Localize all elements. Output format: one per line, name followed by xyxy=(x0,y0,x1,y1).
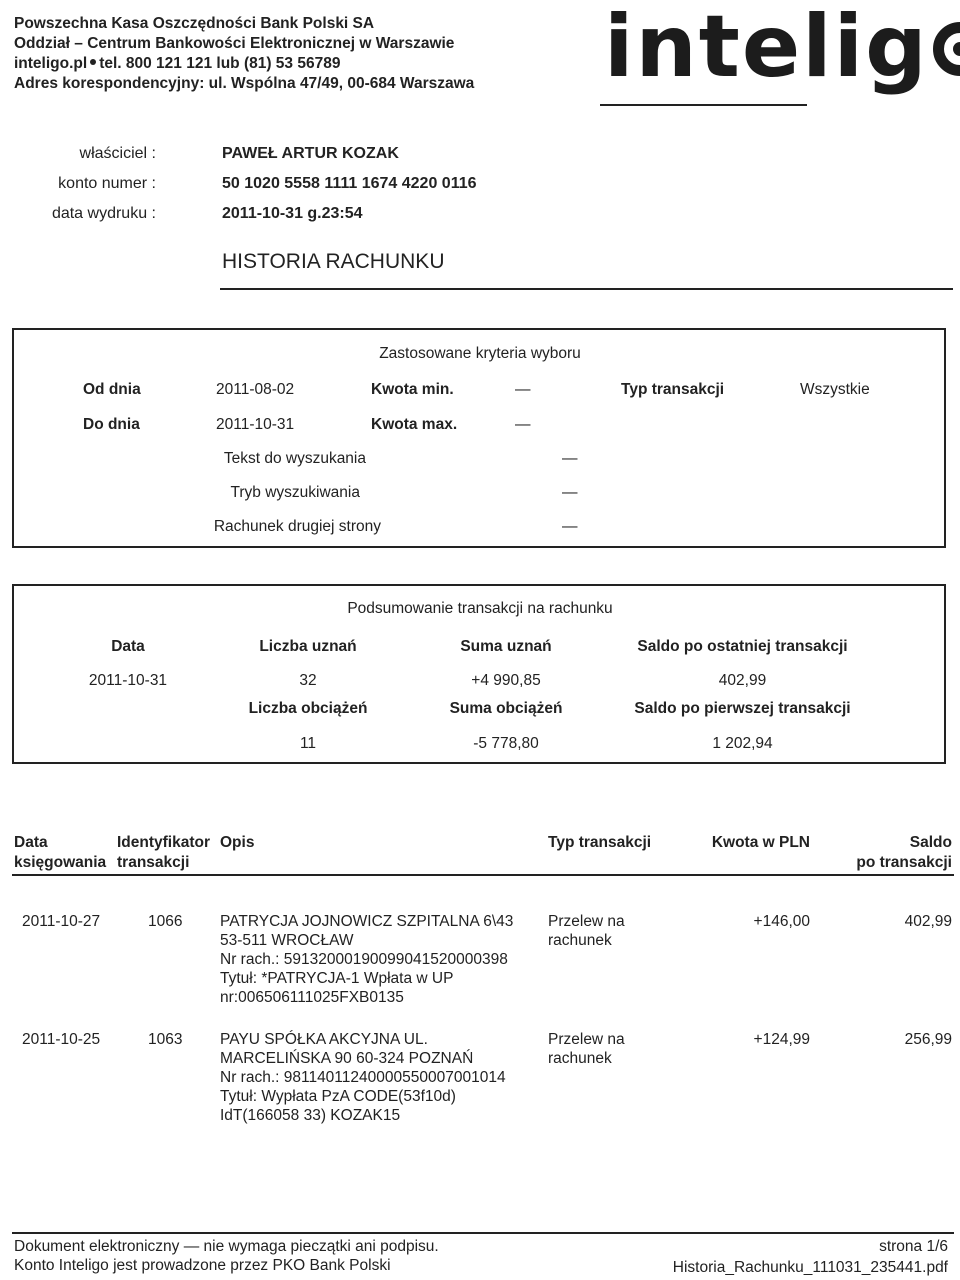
min-amount-label: Kwota min. xyxy=(371,381,454,398)
search-text-value: — xyxy=(562,450,578,467)
row1-amount: +146,00 xyxy=(753,913,810,930)
row1-balance: 402,99 xyxy=(904,913,952,930)
table-header-divider xyxy=(12,874,954,876)
th-transaction-id: Identyfikator transakcji xyxy=(117,834,211,871)
website-link[interactable]: inteligo.pl xyxy=(14,55,88,72)
logo-underline xyxy=(600,104,807,106)
to-date-label: Do dnia xyxy=(83,416,140,433)
row1-type: Przelew na rachunek xyxy=(548,913,625,949)
bank-contact xyxy=(14,54,340,73)
summary-col-debits-count: Liczba obciążeń xyxy=(248,700,368,717)
print-date-value: 2011-10-31 g.23:54 xyxy=(222,205,363,222)
transaction-type-label: Typ transakcji xyxy=(621,381,725,398)
summary-debits-count: 11 xyxy=(299,735,317,752)
summary-col-date: Data xyxy=(111,638,145,655)
row2-type: Przelew na rachunek xyxy=(548,1031,625,1067)
inteligo-logo: intelig xyxy=(604,4,960,90)
bank-branch: Oddział – Centrum Bankowości Elektronicznej w Warszawie xyxy=(14,35,455,52)
row2-balance: 256,99 xyxy=(904,1031,952,1048)
th-booking-date: Data księgowania xyxy=(14,834,107,871)
phone-number: tel. 800 121 121 lub (81) 53 56789 xyxy=(99,55,341,72)
summary-balance-last: 402,99 xyxy=(718,672,767,689)
search-mode-label: Tryb wyszukiwania xyxy=(230,484,360,501)
account-label: konto numer : xyxy=(58,175,156,192)
logo-o-icon xyxy=(933,22,960,76)
from-date-value: 2011-08-02 xyxy=(216,381,295,398)
summary-heading: Podsumowanie transakcji na rachunku xyxy=(347,600,613,617)
owner-label: właściciel : xyxy=(79,145,156,162)
th-balance: Saldo po transakcji xyxy=(856,834,952,871)
owner-value: PAWEŁ ARTUR KOZAK xyxy=(222,145,399,162)
search-text-label: Tekst do wyszukania xyxy=(223,450,366,467)
max-amount-label: Kwota max. xyxy=(371,416,458,433)
max-amount-value: — xyxy=(515,416,531,433)
row2-description: PAYU SPÓŁKA AKCYJNA UL. MARCELIŃSKA 90 60-324 POZNAŃ Nr rach.: 98114011240000550007001014 Tytuł: Wypłata PzA CODE(53f10d) IdT(166058 33) KOZAK15 xyxy=(220,1031,506,1124)
summary-date: 2011-10-31 xyxy=(88,672,168,689)
min-amount-value: — xyxy=(515,381,531,398)
footer-divider xyxy=(12,1232,954,1234)
file-name: Historia_Rachunku_111031_235441.pdf xyxy=(672,1259,948,1276)
page-number: strona 1/6 xyxy=(879,1238,948,1255)
summary-col-credits-count: Liczba uznań xyxy=(259,638,357,655)
summary-col-balance-last: Saldo po ostatniej transakcji xyxy=(637,638,848,655)
th-amount: Kwota w PLN xyxy=(711,834,810,851)
row2-amount: +124,99 xyxy=(753,1031,810,1048)
search-mode-value: — xyxy=(562,484,578,501)
account-number: 50 1020 5558 1111 1674 4220 0116 xyxy=(222,175,477,192)
footer-note: Dokument elektroniczny — nie wymaga pieczątki ani podpisu. xyxy=(14,1238,439,1255)
page-title: HISTORIA RACHUNKU xyxy=(222,250,445,273)
title-divider xyxy=(220,288,953,290)
row1-description: PATRYCJA JOJNOWICZ SZPITALNA 6\43 53-511 WROCŁAW Nr rach.: 59132000190099041520000398 Tytuł: *PATRYCJA-1 Wpłata w UP nr:006506111025FXB0135 xyxy=(220,913,514,1006)
row2-date: 2011-10-25 xyxy=(22,1031,101,1048)
summary-credits-count: 32 xyxy=(299,672,317,689)
summary-col-balance-first: Saldo po pierwszej transakcji xyxy=(634,700,851,717)
th-description: Opis xyxy=(220,834,255,851)
bank-name: Powszechna Kasa Oszczędności Bank Polski SA xyxy=(14,15,375,32)
summary-balance-first: 1 202,94 xyxy=(712,735,773,752)
summary-col-debits-sum: Suma obciążeń xyxy=(449,700,563,717)
criteria-heading: Zastosowane kryteria wyboru xyxy=(379,345,581,362)
print-date-label: data wydruku : xyxy=(51,205,156,222)
summary-debits-sum: -5 778,80 xyxy=(473,735,539,752)
row1-date: 2011-10-27 xyxy=(22,913,101,930)
to-date-value: 2011-10-31 xyxy=(216,416,295,433)
summary-col-credits-sum: Suma uznań xyxy=(460,638,552,655)
from-date-label: Od dnia xyxy=(83,381,141,398)
transaction-type-value: Wszystkie xyxy=(800,381,870,398)
footer-bank-note: Konto Inteligo jest prowadzone przez PKO Bank Polski xyxy=(14,1257,391,1274)
counter-account-label: Rachunek drugiej strony xyxy=(213,518,381,535)
th-transaction-type: Typ transakcji xyxy=(548,834,652,851)
bullet-icon xyxy=(90,59,96,65)
summary-credits-sum: +4 990,85 xyxy=(471,672,541,689)
row1-id: 1066 xyxy=(148,913,183,930)
counter-account-value: — xyxy=(562,518,578,535)
row2-id: 1063 xyxy=(148,1031,183,1048)
bank-address: Adres korespondencyjny: ul. Wspólna 47/49, 00-684 Warszawa xyxy=(14,75,475,92)
